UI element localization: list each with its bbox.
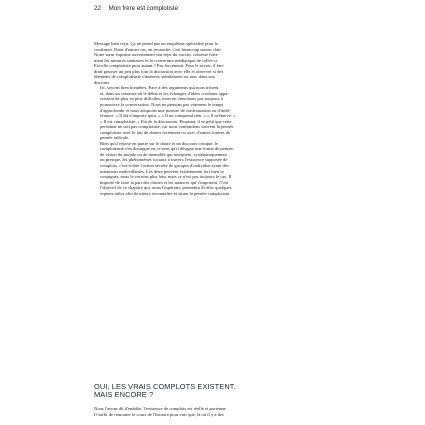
text-line: poursuivre la conversation. Nous ne prenons pas vraiment le temps <box>100 102 224 108</box>
page-number: 22 <box>94 5 101 12</box>
text-line: férence. « Il dit n'importe quoi. » « Il ne comprend rien. » « Il m'énerve. » <box>100 113 236 119</box>
text-line: personne ne soit pas complotiste, car nous confondons souvent la pensée <box>100 124 234 130</box>
body-text <box>94 41 330 196</box>
text-line: de vision du monde ou de mentalité qui interprète, systématiquement <box>100 151 227 157</box>
running-header <box>94 5 178 12</box>
text-line: éléments de complotisme s'insèrent, subtilement ou non, dans son <box>94 74 215 80</box>
text-line: Est-elle complotiste pour autant ? Pas forcément. Pour le savoir, il fau- <box>94 63 225 69</box>
text-line: ou presque, les phénomènes sociaux à travers l'existence supposée de <box>100 157 228 163</box>
section-heading <box>94 383 330 399</box>
running-title: Mon frère est complotiste <box>108 5 179 12</box>
text-line: discours. <box>94 79 111 85</box>
paragraph <box>94 141 330 196</box>
text-line: Message bien reçu. Ça ne prend pas un enquêteur spécialisé pour le <box>94 41 218 46</box>
section-heading-line: OUI, LES VRAIS COMPLOTS EXISTENT. <box>94 382 236 391</box>
text-line: l'objectif de ce chapitre qui, nous l'espérons, permettra d'offrir quelques <box>100 185 232 191</box>
text-line: importe de faire la part des choses et les nuances qui s'imposent. C'est <box>100 179 229 185</box>
text-line: pensée radicale. <box>100 135 130 141</box>
text-line: drait pousser un peu plus loin la discussion avec elle et observer si des <box>94 68 224 74</box>
text-line: intentions malveillantes. Les deux peuvent évidemment fort bien se <box>100 168 225 174</box>
paragraph <box>94 41 330 85</box>
text-line: confirmer. Dans d'autres cas, en revanche, c'est beaucoup moins clair. <box>94 46 222 52</box>
text-line: « Il est complotiste. » Fin de la discussion. Pourtant, il se peut que cette <box>100 118 232 124</box>
text-line: Nous l'avons dit d'emblée, l'existence de complots est réelle et ancienne. <box>94 406 227 411</box>
text-line: complots, c'est-à-dire l'action secrète de groupes d'individus ayant des <box>100 163 229 169</box>
text-line: ment les mesures sanitaires et la couverture médiatique de celles-ci. <box>94 57 219 63</box>
text-line: raissent de plus en plus difficiles, nous ne cherchons pas toujours à <box>100 96 223 102</box>
section-heading-line: MAIS ENCORE ? <box>94 390 154 400</box>
text-line: complotisme s'en distingue en ce sens qu'il désigne une forme de pensée, <box>100 146 235 152</box>
text-line: Bien qu'il repose en partie sur le doute et un discours critique, le <box>100 140 219 146</box>
text-line: complotiste avec le fait de douter fortement ou avec d'autres formes de <box>100 129 231 135</box>
text-line: Notre sœur exprime ouvertement son rejet du vaccin, conteste forte- <box>94 52 220 58</box>
text-line: et, dans un contexte où le débat et les échanges d'idées cordiaux appa- <box>100 90 229 96</box>
text-line: repères utiles afin de mieux reconnaître et situer la pensée complotiste. <box>100 190 231 196</box>
text-line: Il suffit de remonter le cours de l'histoire pour voir que, là où il y a des <box>94 411 224 417</box>
section-body <box>94 406 330 417</box>
text-line: d'approfondir et nous adoptons une posture de confrontation ou d'indif- <box>100 107 231 113</box>
text-line: conjuguer, nous le verrons plus loin, mais ce n'est pas toujours le cas. Il <box>100 174 232 180</box>
paragraph <box>94 85 330 140</box>
text-line: Or, soyons bien honnêtes. Face à des arguments qui nous irritent <box>100 85 219 91</box>
